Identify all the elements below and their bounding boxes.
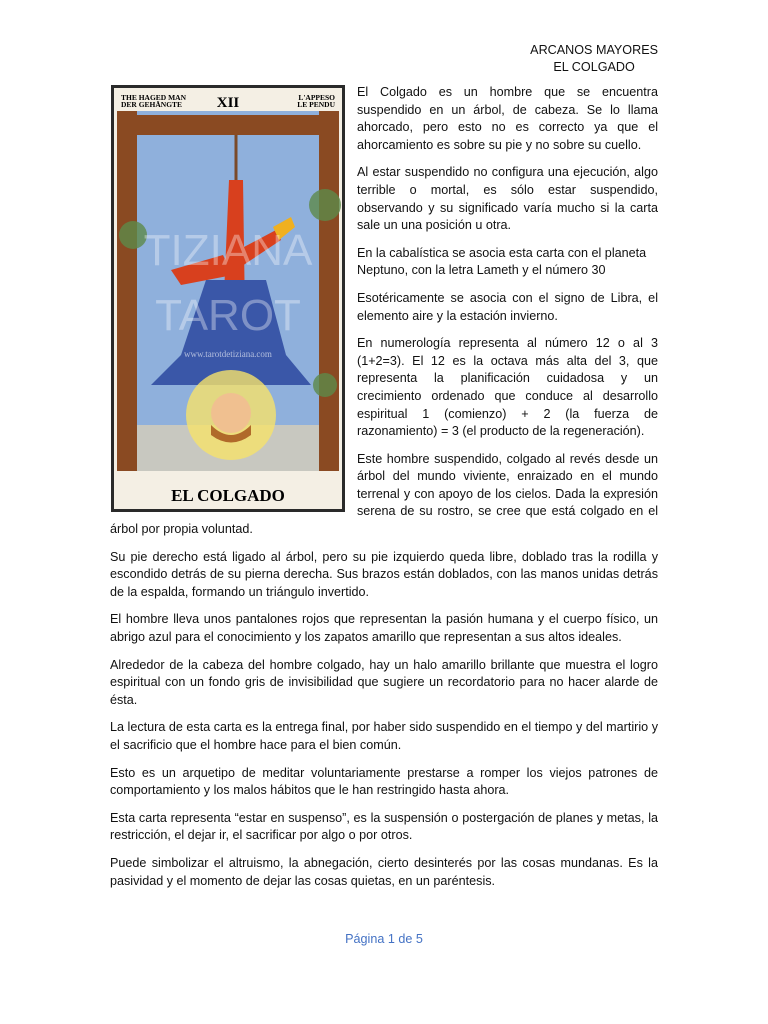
card-label-en: THE HAGED MAN	[121, 93, 187, 102]
paragraph: El hombre lleva unos pantalones rojos que representan la pasión humana y el cuerpo físico, un abrigo azul para el conocimiento y los zapatos amarillo que representan a sus altos ideales.	[110, 612, 658, 644]
paragraph: Esto es un arquetipo de meditar voluntariamente prestarse a romper los viejos patrones de comportamiento y los malos hábitos que le han restringido hasta ahora.	[110, 765, 658, 798]
paragraph: Esta carta representa “estar en suspenso”, es la suspensión o postergación de planes y metas, la restricción, el dejar ir, el sacrificar por algo o por otros.	[110, 810, 658, 843]
watermark-url: www.tarotdetiziana.com	[184, 349, 272, 359]
page-header	[530, 42, 658, 76]
paragraph: El Colgado es un hombre que se encuentra suspendido en un árbol, de cabeza. Se lo llama ahorcado, pero esto no es correcto ya que el ahorcamiento es sobre su pie y no sobre su cuello.	[357, 85, 658, 152]
paragraph: Esotéricamente se asocia con el signo de Libra, el elemento aire y la estación invierno.	[357, 290, 658, 323]
tarot-card-image	[111, 85, 345, 512]
paragraph: Puede simbolizar el altruismo, la abnegación, cierto desinterés por las cosas mundanas. Es la pasividad y el momento de dejar las cosas quietas, en un paréntesis.	[110, 855, 658, 888]
paragraph: La lectura de esta carta es la entrega final, por haber sido suspendido en el tiempo y del martirio y el sacrificio que el hombre hace para el bien común.	[110, 720, 658, 752]
header-section: ARCANOS MAYORES	[530, 43, 658, 57]
body-text	[110, 521, 658, 900]
paragraph: En numerología representa al número 12 o al 3 (1+2=3). El 12 es la octava más alta del 3, que representa la planificación cuidadosa y un crecimiento ordenado que conduce al desarrollo espiritual 1 (comienzo) + 2 (la fuerza de razonamiento) = 3 (el producto de la regeneración).	[357, 336, 658, 439]
paragraph: árbol por propia voluntad.	[110, 522, 253, 536]
card-title: EL COLGADO	[171, 486, 285, 505]
card-label-de: DER GEHÄNGTE	[121, 100, 183, 109]
watermark-text: TIZIANA	[143, 226, 313, 275]
paragraph: Su pie derecho está ligado al árbol, pero su pie izquierdo queda libre, doblado tras la rodilla y escondido detrás de su pierna derecha. Sus brazos están doblados, con las manos unidas detrás de la espalda, formando un triángulo invertido.	[110, 549, 658, 599]
card-label-fr: LE PENDU	[297, 100, 335, 109]
header-title: EL COLGADO	[553, 60, 635, 74]
side-column-text	[357, 84, 658, 531]
card-numeral: XII	[216, 95, 240, 111]
page-number: Página 1 de 5	[345, 932, 423, 946]
paragraph: Este hombre suspendido, colgado al revés desde un árbol del mundo viviente, enraizado en el mundo terrenal y con apoyo de los cielos. Dada la expresión serena de su rostro, se cree que está colgado en el	[357, 451, 658, 519]
paragraph: Al estar suspendido no configura una ejecución, algo terrible o mortal, es sólo estar suspendido, observando y su significado varía mucho si la carta sale un una posición u otra.	[357, 165, 658, 233]
paragraph: Alrededor de la cabeza del hombre colgado, hay un halo amarillo brillante que muestra el logro espiritual con un fondo gris de invisibilidad que sugiere un recordatorio para no hacer alarde de ésta.	[110, 657, 658, 707]
watermark-text: TAROT	[155, 291, 301, 340]
card-label-it: L'APPESO	[298, 93, 335, 102]
paragraph: En la cabalística se asocia esta carta con el planeta Neptuno, con la letra Lameth y el número 30	[357, 245, 647, 278]
